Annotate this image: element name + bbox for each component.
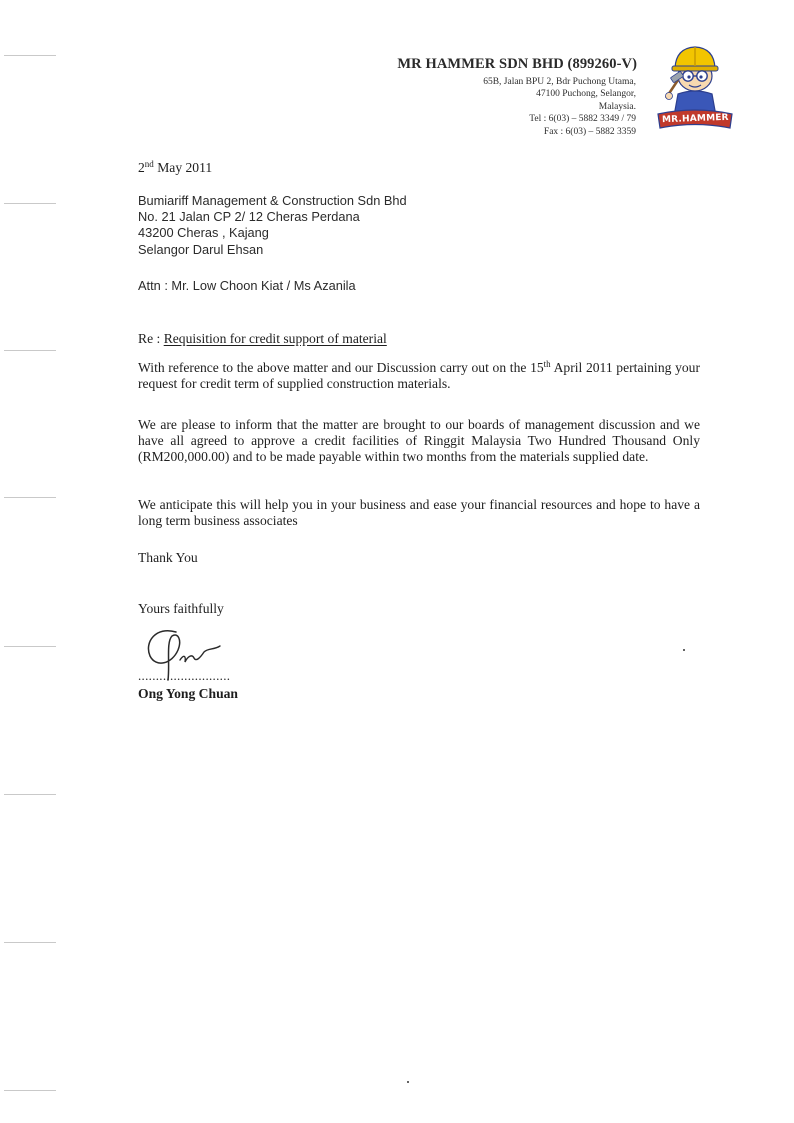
scan-mark — [4, 942, 56, 943]
company-name: MR HAMMER SDN BHD (899260-V) — [397, 56, 637, 72]
recipient-line: Bumiariff Management & Construction Sdn Bhd — [138, 193, 407, 208]
paragraph-text: April 2011 pertaining your request for credit term of supplied construction materials. — [138, 360, 700, 391]
signature-dotted-line: .......................... — [138, 668, 231, 683]
scan-mark — [4, 1090, 56, 1091]
recipient-line: No. 21 Jalan CP 2/ 12 Cheras Perdana — [138, 209, 360, 225]
attention-line: Attn : Mr. Low Choon Kiat / Ms Azanila — [138, 278, 356, 293]
recipient-address — [138, 193, 407, 258]
scan-mark — [4, 646, 56, 647]
letter-date — [138, 160, 212, 176]
scan-mark — [4, 794, 56, 795]
company-address — [483, 76, 636, 138]
body-paragraph-2: We are please to inform that the matter are brought to our boards of management discussion and we have all agreed to approve a credit facilities of Ringgit Malaysia Two Hundred Thousand Only (RM200,000.00) and to be made payable within two months from the materials supplied date. — [138, 417, 700, 464]
body-paragraph-3: We anticipate this will help you in your business and ease your financial resources and hope to have a long term business associates — [138, 497, 700, 528]
scan-mark — [4, 55, 56, 56]
date-suffix: nd — [144, 159, 154, 169]
fax-line: Fax : 6(03) – 5882 3359 — [543, 126, 636, 137]
recipient-line: 43200 Cheras , Kajang — [138, 225, 269, 241]
subject-line — [138, 331, 387, 347]
ordinal-suffix: th — [543, 359, 551, 369]
phone-line: Tel : 6(03) – 5882 3349 / 79 — [529, 114, 636, 125]
scan-mark — [4, 497, 56, 498]
subject-text: Requisition for credit support of material — [163, 331, 387, 346]
date-day: 2 — [138, 160, 145, 175]
paragraph-text: With reference to the above matter and our Discussion carry out on the 15 — [138, 360, 544, 375]
scan-speck — [683, 649, 685, 651]
thank-you-line: Thank You — [138, 550, 198, 565]
scan-mark — [4, 350, 56, 351]
body-paragraph-1 — [138, 360, 700, 392]
logo-wordmark: MR.HAMMER — [661, 112, 729, 126]
closing-line: Yours faithfully — [138, 601, 224, 616]
address-line: 65B, Jalan BPU 2, Bdr Puchong Utama, — [483, 77, 636, 87]
scan-speck — [407, 1081, 409, 1083]
signatory-name: Ong Yong Chuan — [138, 686, 238, 701]
scan-mark — [4, 203, 56, 204]
address-line: Malaysia. — [598, 101, 636, 112]
address-line: 47100 Puchong, Selangor, — [536, 89, 636, 100]
date-rest: May 2011 — [153, 160, 213, 175]
subject-prefix: Re : — [138, 331, 164, 346]
recipient-line: Selangor Darul Ehsan — [138, 241, 264, 257]
